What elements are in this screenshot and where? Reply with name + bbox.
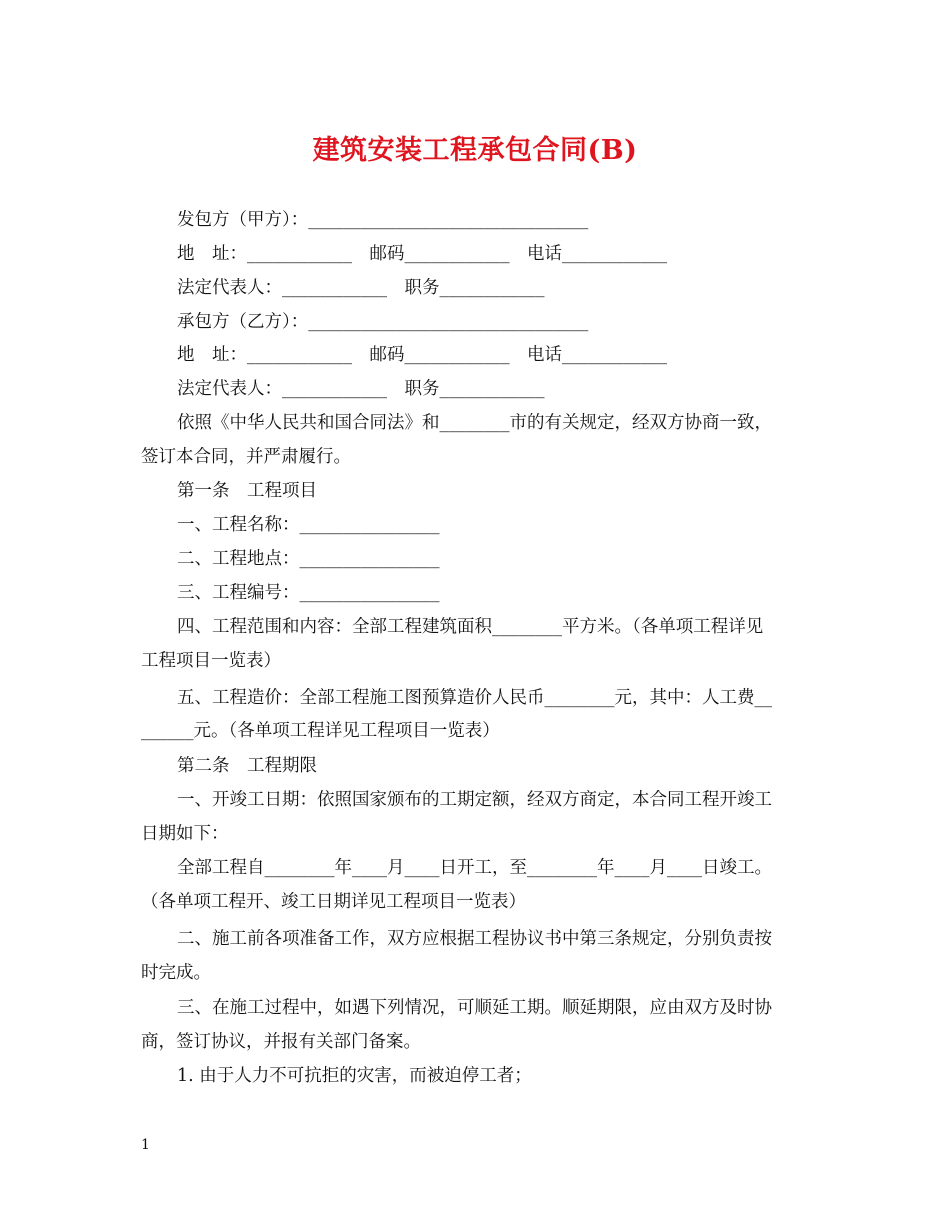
extension-line-1: 三、在施工过程中，如遇下列情况，可顺延工期。顺延期限，应由双方及时协 — [177, 998, 772, 1018]
schedule-line-2: 日期如下： — [141, 824, 229, 844]
project-number-line: 三、工程编号：________________ — [177, 583, 440, 603]
page-number: 1 — [141, 1137, 150, 1153]
party-a-line: 发包方（甲方）：________________________________ — [177, 210, 589, 230]
article-2-heading: 第二条 工程期限 — [177, 756, 317, 776]
party-b-representative-line: 法定代表人：____________ 职务____________ — [177, 379, 545, 399]
schedule-dates-line-2: （各单项工程开、竣工日期详见工程项目一览表） — [141, 892, 526, 912]
project-scope-line-2: 工程项目一览表） — [141, 651, 281, 671]
extension-line-2: 商，签订协议，并报有关部门备案。 — [141, 1032, 421, 1052]
schedule-dates-line-1: 全部工程自________年____月____日开工，至________年____月____日竣工。 — [177, 858, 772, 878]
article-1-heading: 第一条 工程项目 — [177, 481, 317, 501]
party-a-address-line: 地 址：____________ 邮码____________ 电话____________ — [177, 244, 667, 264]
preparation-line-2: 时完成。 — [141, 963, 211, 983]
project-name-line: 一、工程名称：________________ — [177, 515, 440, 535]
preparation-line-1: 二、施工前各项准备工作，双方应根据工程协议书中第三条规定，分别负责按 — [177, 929, 772, 949]
project-cost-line-1: 五、工程造价：全部工程施工图预算造价人民币________元，其中：人工费__ — [177, 688, 772, 708]
project-cost-line-2: ______元。（各单项工程详见工程项目一览表） — [141, 721, 500, 741]
preamble-line-2: 签订本合同，并严肃履行。 — [141, 447, 351, 467]
party-b-line: 承包方（乙方）：________________________________ — [177, 312, 589, 332]
document-title: 建筑安装工程承包合同(B) — [312, 135, 638, 166]
project-location-line: 二、工程地点：________________ — [177, 549, 440, 569]
preamble-line-1: 依照《中华人民共和国合同法》和________市的有关规定，经双方协商一致， — [177, 413, 772, 433]
party-a-representative-line: 法定代表人：____________ 职务____________ — [177, 278, 545, 298]
project-scope-line-1: 四、工程范围和内容：全部工程建筑面积________平方米。（各单项工程详见 — [177, 617, 764, 637]
extension-item-1: 1. 由于人力不可抗拒的灾害，而被迫停工者； — [177, 1066, 532, 1086]
party-b-address-line: 地 址：____________ 邮码____________ 电话____________ — [177, 345, 667, 365]
schedule-line-1: 一、开竣工日期：依照国家颁布的工期定额，经双方商定，本合同工程开竣工 — [177, 790, 772, 810]
